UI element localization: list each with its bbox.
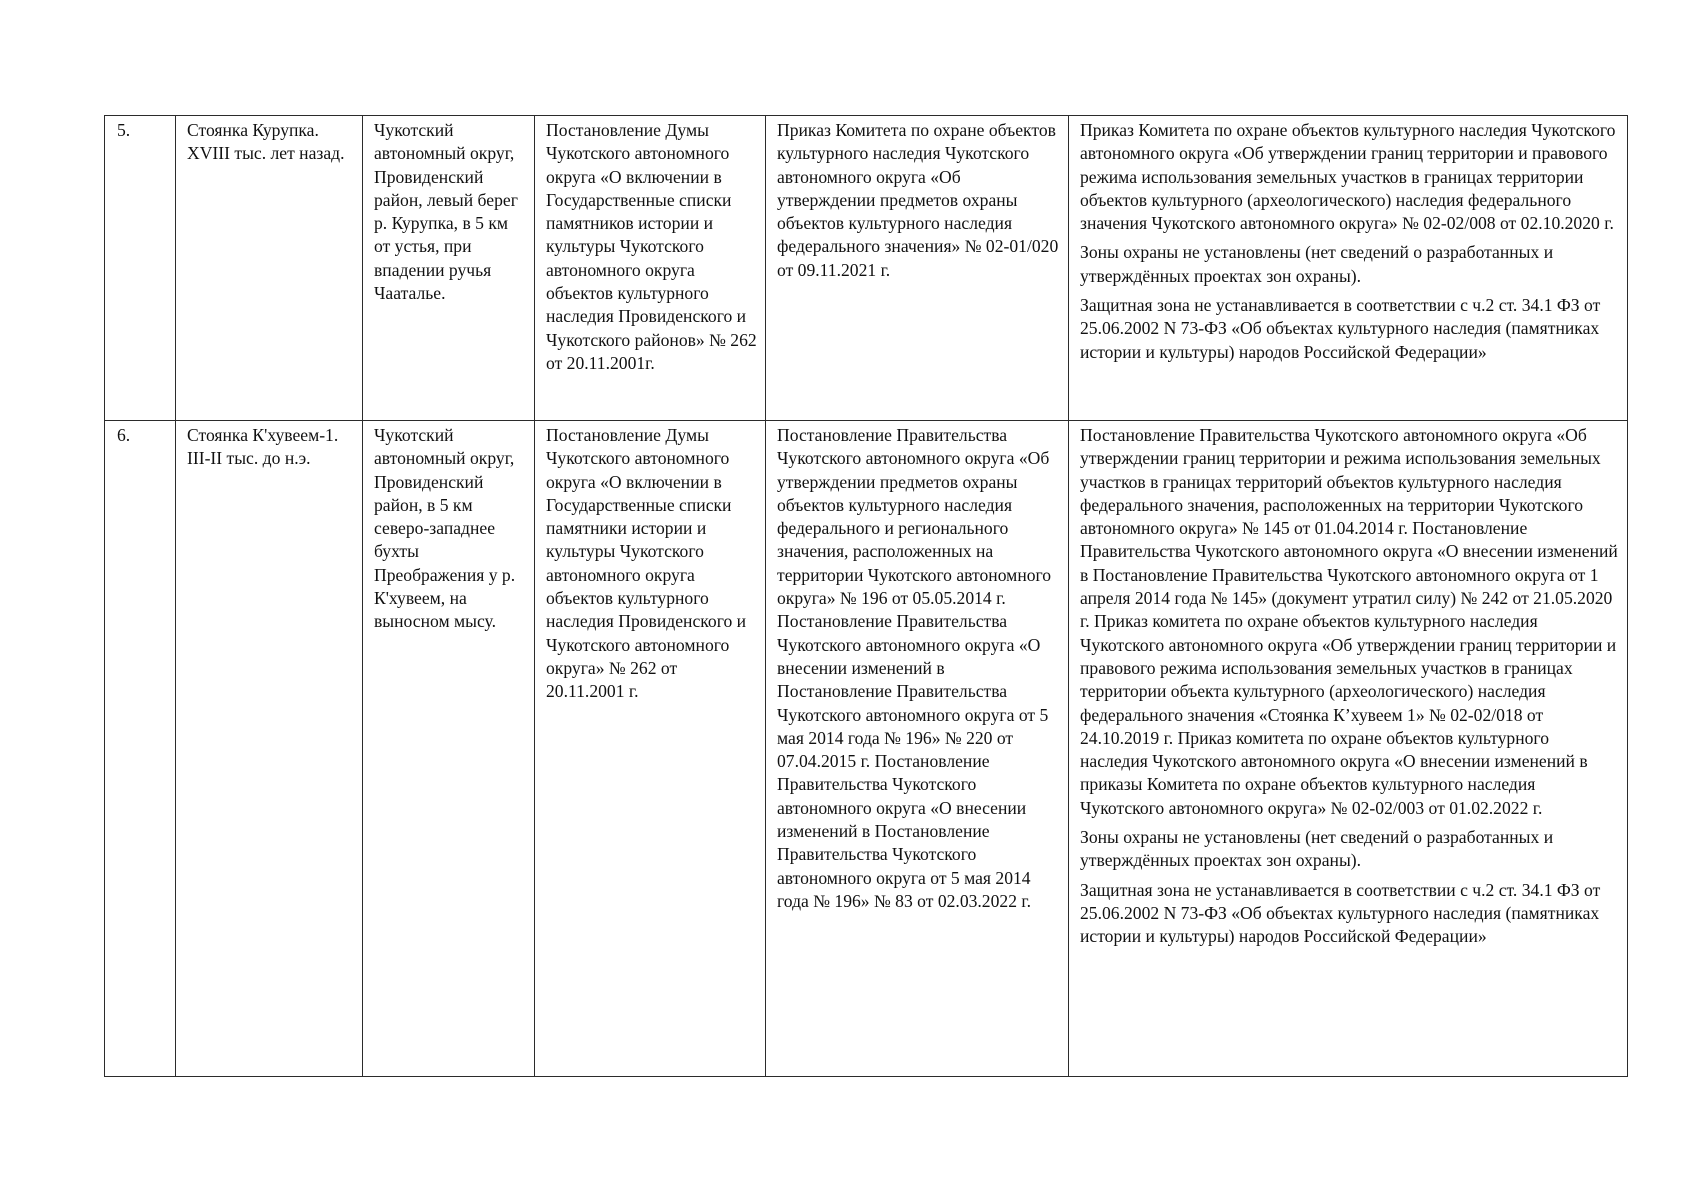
site-name: Стоянка Курупка. XVIII тыс. лет назад. <box>187 120 345 164</box>
site-name-cell <box>176 116 363 421</box>
territory-zones-cell <box>1069 421 1628 1077</box>
row-number-cell <box>105 116 176 421</box>
site-location: Чукотский автономный округ, Провиденский район, левый берег р. Курупка, в 5 км от устья, при впадении ручья Чаатальe. <box>374 120 518 304</box>
buffer-zone-note: Защитная зона не устанавливается в соответствии с ч.2 ст. 34.1 ФЗ от 25.06.2002 N 73-ФЗ «Об объектах культурного наследия (памятниках истории и культуры) народов Российской Федерации» <box>1080 295 1601 362</box>
protection-subject-doc: Постановление Правительства Чукотского автономного округа «Об утверждении предметов охраны объектов культурного наследия федерального и регионального значения, расположенных на территории Чукотского автономного округа» № 196 от 05.05.2014 г. Постановление Правительства Чукотского автономного округа «О внесении изменений в Постановление Правительства Чукотского автономного округа от 5 мая 2014 года № 196» № 220 от 07.04.2015 г. Постановление Правительства Чукотского автономного округа «О внесении изменений в Постановление Правительства Чукотского автономного округа от 5 мая 2014 года № 196» № 83 от 02.03.2022 г. <box>777 425 1052 911</box>
row-number: 5. <box>117 120 131 140</box>
registration-doc-cell <box>535 421 766 1077</box>
territory-zones-cell <box>1069 116 1628 421</box>
protection-subject-cell <box>766 421 1069 1077</box>
site-name-cell <box>176 421 363 1077</box>
row-number-cell <box>105 421 176 1077</box>
protection-zones-note: Зоны охраны не установлены (нет сведений о разработанных и утверждённых проектах зон охраны). <box>1080 827 1554 871</box>
territory-doc: Постановление Правительства Чукотского автономного округа «Об утверждении границ территории и режима использования земельных участков в границах территорий объектов культурного наследия федерального значения, расположенных на территории Чукотского автономного округа» № 145 от 01.04.2014 г. Постановление Правительства Чукотского автономного округа «О внесении изменений в Постановление Правительства Чукотского автономного округа от 1 апреля 2014 года № 145» (документ утратил силу) № 242 от 21.05.2020 г. Приказ комитета по охране объектов культурного наследия Чукотского автономного округа «Об утверждении границ территории и правового режима использования земельных участков в границах территории объекта культурного (археологического) наследия федерального значения «Стоянка К’хувеем 1» № 02-02/018 от 24.10.2019 г. Приказ комитета по охране объектов культурного наследия Чукотского автономного округа «О внесении изменений в приказы Комитета по охране объектов культурного наследия Чукотского автономного округа» № 02-02/003 от 01.02.2022 г. <box>1080 425 1618 818</box>
table-row <box>105 421 1628 1077</box>
protection-zones-note: Зоны охраны не установлены (нет сведений о разработанных и утверждённых проектах зон охраны). <box>1080 242 1554 286</box>
site-location-cell <box>363 116 535 421</box>
protection-subject-doc: Приказ Комитета по охране объектов культурного наследия Чукотского автономного округа «Об утверждении предметов охраны объектов культурного наследия федерального значения» № 02-01/020 от 09.11.2021 г. <box>777 120 1059 280</box>
registration-doc: Постановление Думы Чукотского автономного округа «О включении в Государственные списки памятники истории и культуры Чукотского автономного округа объектов культурного наследия Провиденского и Чукотского автономного округа» № 262 от 20.11.2001 г. <box>546 425 747 702</box>
protection-subject-cell <box>766 116 1069 421</box>
buffer-zone-note: Защитная зона не устанавливается в соответствии с ч.2 ст. 34.1 ФЗ от 25.06.2002 N 73-ФЗ «Об объектах культурного наследия (памятниках истории и культуры) народов Российской Федерации» <box>1080 879 1601 947</box>
site-location: Чукотский автономный округ, Провиденский район, в 5 км северо-западнее бухты Преображения у р. К'хувеем, на выносном мысу. <box>374 425 516 632</box>
row-number: 6. <box>117 425 131 445</box>
heritage-sites-table <box>104 115 1628 1077</box>
registration-doc-cell <box>535 116 766 421</box>
table-row <box>105 116 1628 421</box>
territory-doc: Приказ Комитета по охране объектов культурного наследия Чукотского автономного округа «Об утверждении границ территории и правового режима использования земельных участков в границах территории объектов культурного (археологического) наследия федерального значения Чукотского автономного округа» № 02-02/008 от 02.10.2020 г. <box>1080 120 1616 234</box>
site-name: Стоянка К'хувеем-1. III-II тыс. до н.э. <box>187 425 339 469</box>
registration-doc: Постановление Думы Чукотского автономного округа «О включении в Государственные списки памятников истории и культуры Чукотского автономного округа объектов культурного наследия Провиденского и Чукотского районов» № 262 от 20.11.2001г. <box>546 120 757 373</box>
site-location-cell <box>363 421 535 1077</box>
